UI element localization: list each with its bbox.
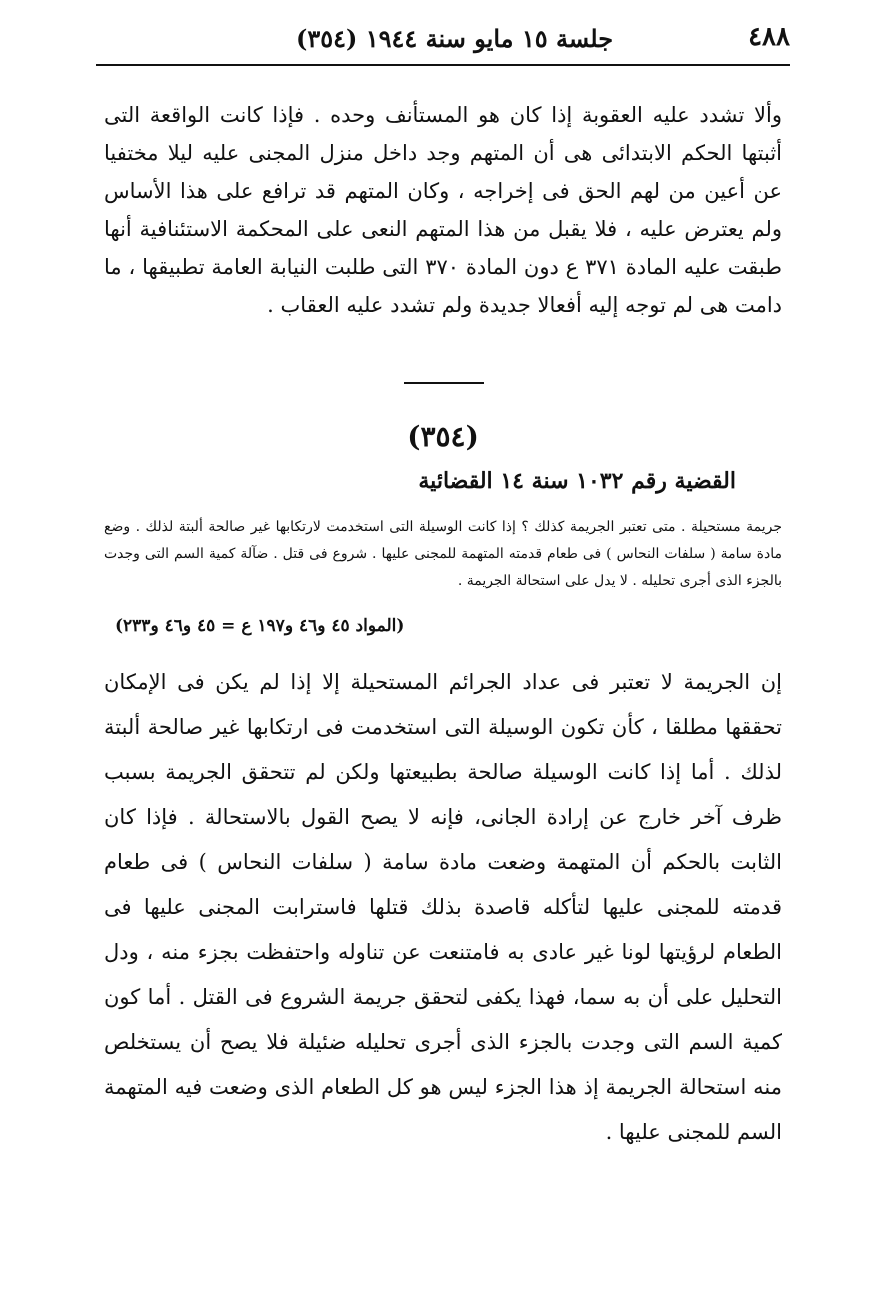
running-header (96, 22, 790, 62)
articles-reference: (المواد ٤٥ و٤٦ و١٩٧ ع = ٤٥ و٤٦ و٢٣٣) (115, 616, 405, 636)
case-number: (٣٥٤) (407, 420, 479, 453)
case-summary: جريمة مستحيلة . متى تعتبر الجريمة كذلك ؟ إذا كانت الوسيلة التى استخدمت لارتكابها غير صالحة ألبتة لذلك . وضع مادة سامة ( سلفات النحاس ) فى طعام قدمته المتهمة للمجنى عليها . شروع فى قتل . ضآلة كمية السم التى وجدت بالجزء الذى أجرى تحليله . لا يدل على استحالة الجريمة . (104, 519, 782, 589)
case-reference: القضية رقم ١٠٣٢ سنة ١٤ القضائية (418, 468, 736, 494)
continuation-paragraph: وألا تشدد عليه العقوبة إذا كان هو المستأنف وحده . فإذا كانت الواقعة التى أثبتها الحكم الابتدائى هى أن المتهم وجد داخل منزل المجنى عليه ليلا مختفيا عن أعين من لهم الحق فى إخراجه ، وكان المتهم قد ترافع على هذا الأساس ولم يعترض عليه ، فلا يقبل من هذا المتهم النعى على المحكمة الاستئنافية أنها طبقت عليه المادة ٣٧١ ع دون المادة ٣٧٠ التى طلبت النيابة العامة تطبيقها ، ما دامت هى لم توجه إليه أفعالا جديدة ولم تشدد عليه العقاب . (104, 103, 782, 317)
page-number: ٤٨٨ (748, 22, 790, 52)
header-title: جلسة ١٥ مايو سنة ١٩٤٤ (٣٥٤) (296, 24, 614, 53)
ruling-paragraph: إن الجريمة لا تعتبر فى عداد الجرائم المستحيلة إلا إذا لم يكن فى الإمكان تحققها مطلقا ، كأن تكون الوسيلة التى استخدمت فى ارتكابها غير صالحة ألبتة لذلك . أما إذا كانت الوسيلة صالحة بطبيعتها ولكن لم تتحقق الجريمة بسبب ظرف آخر خارج عن إرادة الجانى، فإنه لا يصح القول بالاستحالة . فإذا كان الثابت بالحكم أن المتهمة وضعت مادة سامة ( سلفات النحاس ) فى طعام قدمته للمجنى عليها لتأكله قاصدة بذلك قتلها فاسترابت المجنى عليها فى الطعام لرؤيتها لونا غير عادى به فامتنعت عن تناوله واحتفظت بجزء منه ، ودل التحليل على أن به سما، فهذا يكفى لتحقق جريمة الشروع فى القتل . أما كون كمية السم التى وجدت بالجزء الذى أجرى تحليله ضئيلة فلا يصح أن يستخلص منه استحالة الجريمة إذ هذا الجزء ليس هو كل الطعام الذى وضعت فيه المتهمة السم للمجنى عليها . (104, 670, 782, 1144)
header-rule (96, 64, 790, 66)
section-separator (404, 382, 484, 384)
